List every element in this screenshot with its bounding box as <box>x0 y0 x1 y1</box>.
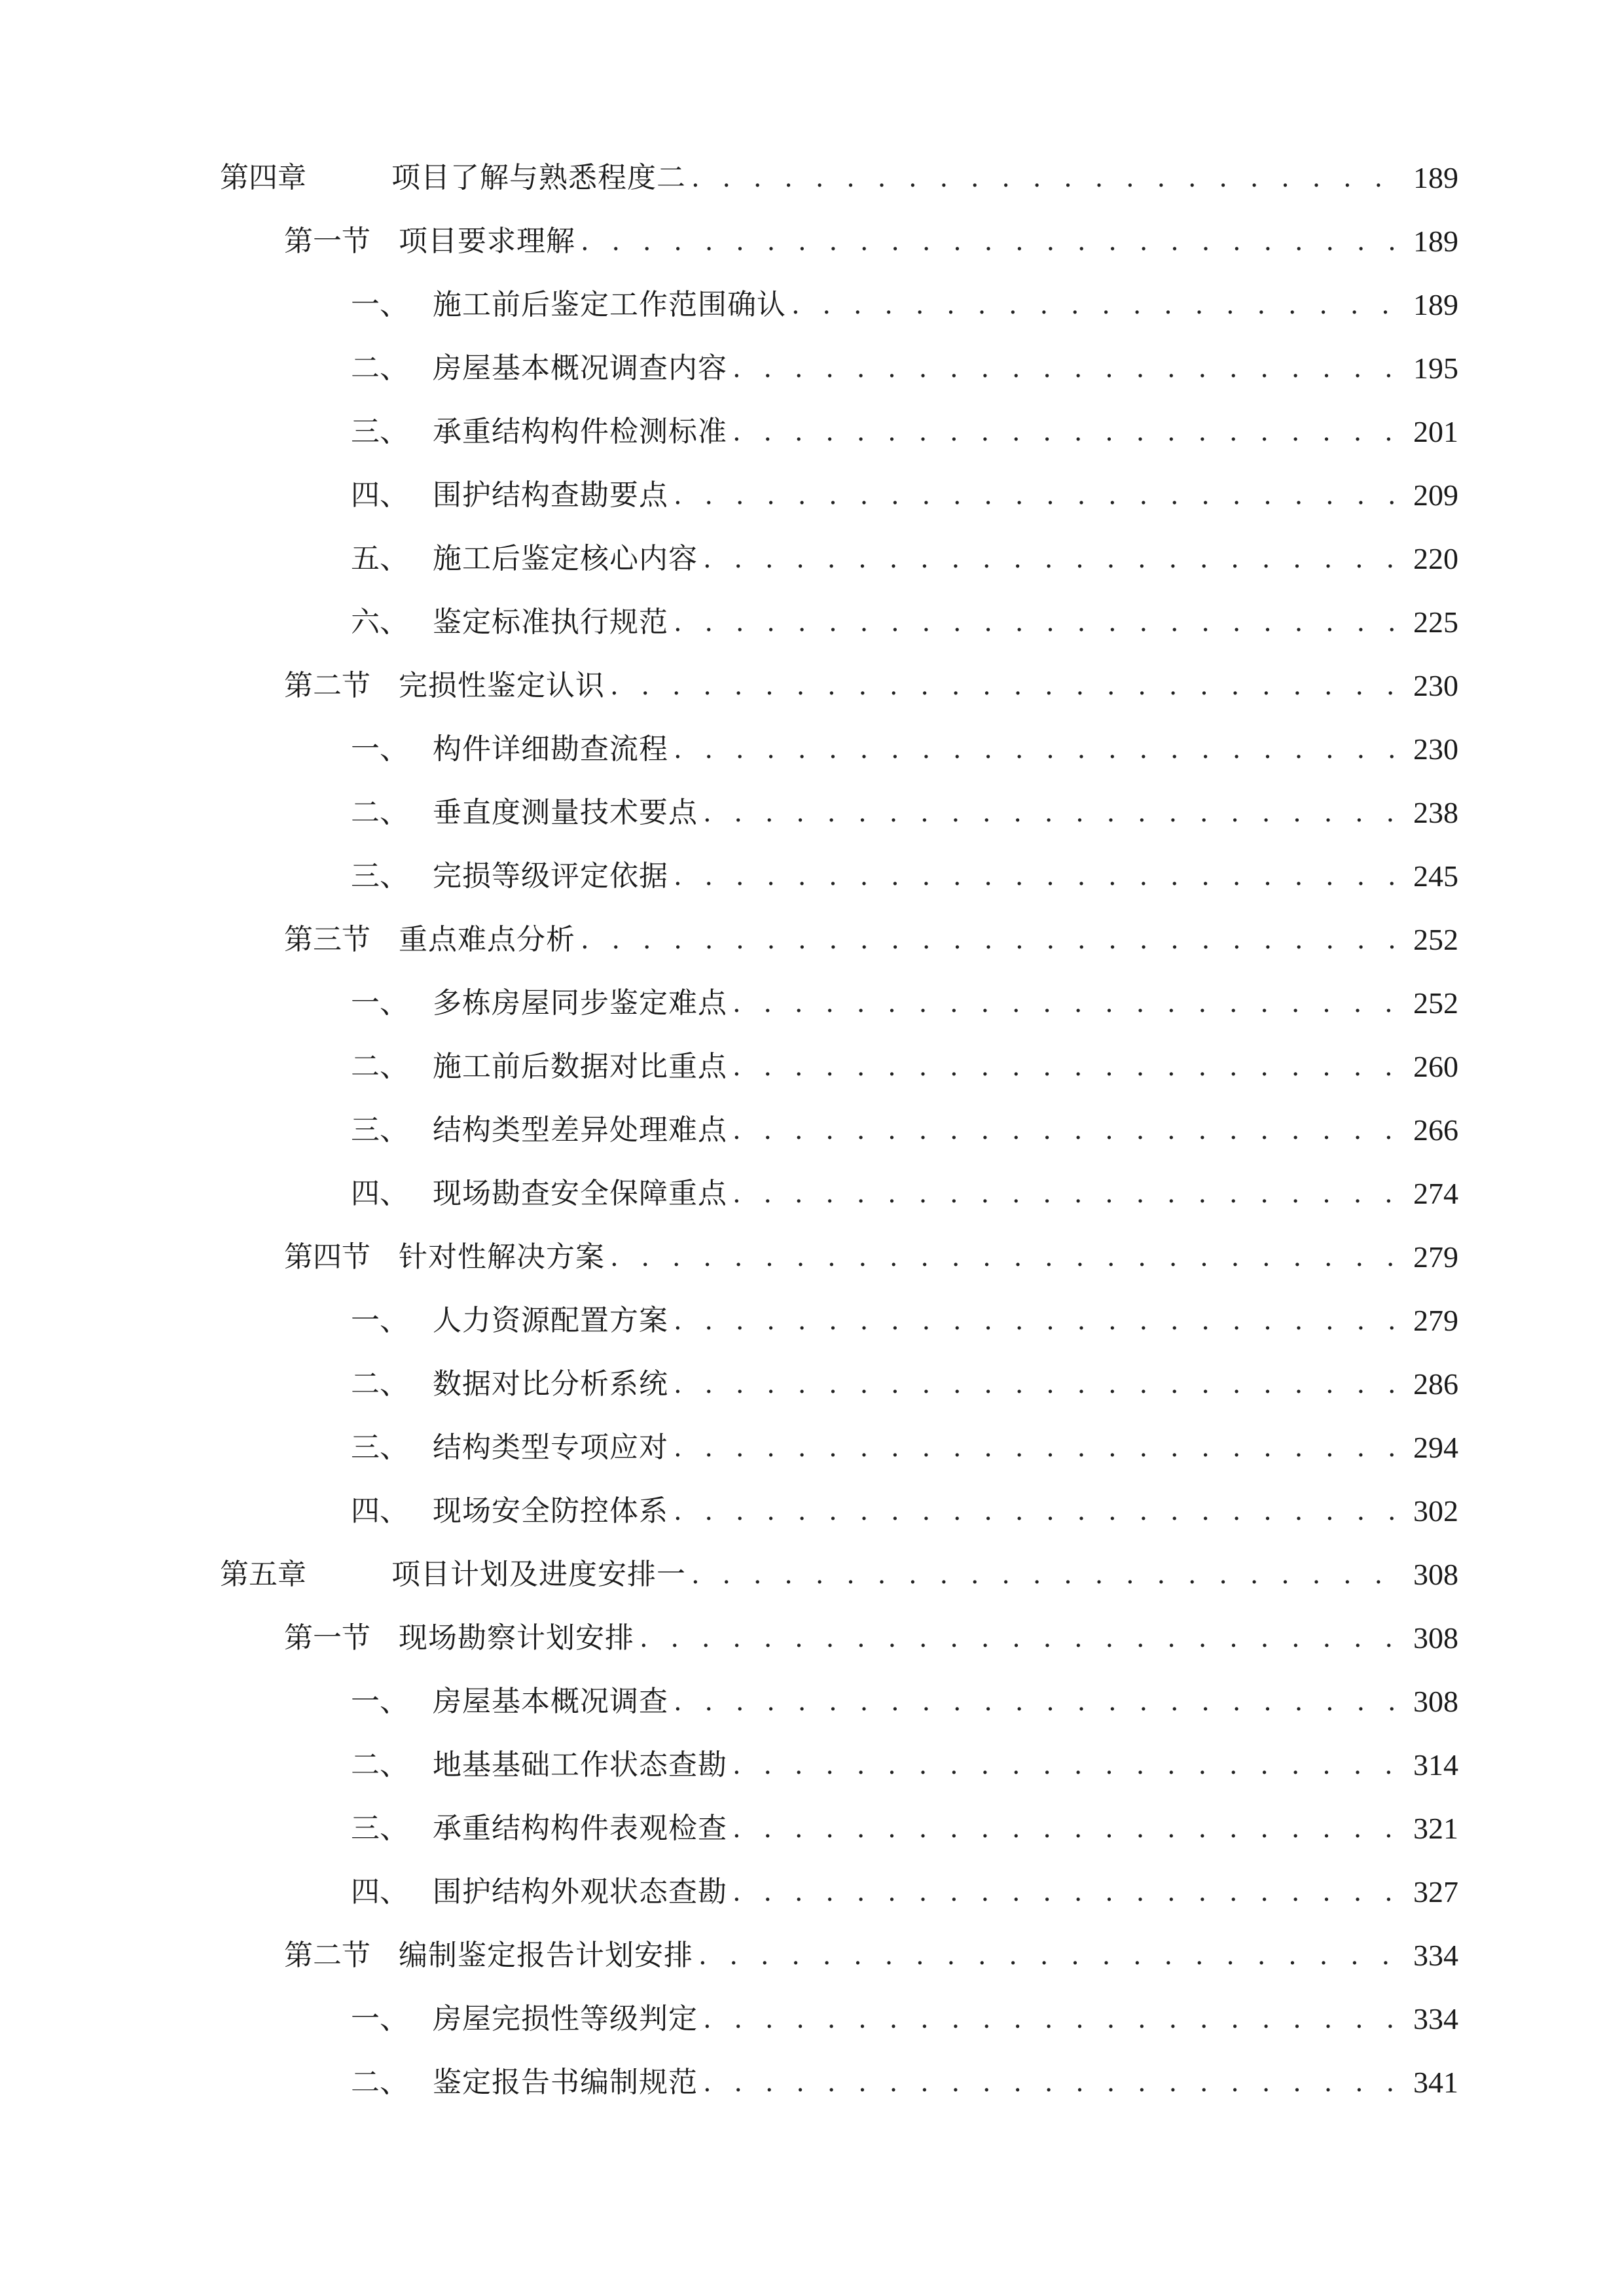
entry-page-number: 308 <box>1413 1558 1458 1591</box>
toc-entry-section[interactable] <box>284 219 1458 264</box>
dot-leader <box>581 219 1407 264</box>
entry-title: 承重结构构件检测标准 <box>433 415 727 448</box>
dot-leader <box>581 917 1407 963</box>
entry-number: 四、 <box>351 1875 408 1909</box>
entry-number: 二、 <box>351 796 408 829</box>
entry-number: 三、 <box>351 1113 408 1147</box>
entry-number: 二、 <box>351 2066 408 2099</box>
entry-number: 五、 <box>351 542 408 575</box>
dot-leader <box>674 1488 1407 1534</box>
toc-entry-section[interactable] <box>284 663 1458 709</box>
dot-leader <box>691 155 1407 201</box>
dot-leader <box>698 1933 1407 1979</box>
entry-title: 围护结构查勘要点 <box>433 478 668 512</box>
dot-leader <box>640 1615 1407 1661</box>
entry-title: 围护结构外观状态查勘 <box>433 1875 727 1909</box>
entry-page-number: 189 <box>1413 161 1458 194</box>
toc-entry-subsection[interactable] <box>351 980 1458 1026</box>
entry-page-number: 189 <box>1413 288 1458 321</box>
entry-number: 第一节 <box>284 1621 370 1655</box>
dot-leader <box>732 1869 1407 1915</box>
entry-page-number: 225 <box>1413 605 1458 639</box>
entry-title: 项目了解与熟悉程度二 <box>391 161 686 194</box>
toc-entry-section[interactable] <box>284 1933 1458 1979</box>
dot-leader <box>791 282 1407 328</box>
entry-page-number: 327 <box>1413 1875 1458 1909</box>
toc-entry-chapter[interactable] <box>220 1552 1458 1598</box>
entry-page-number: 238 <box>1413 796 1458 829</box>
entry-title: 现场勘查安全保障重点 <box>433 1177 727 1210</box>
dot-leader <box>610 663 1407 709</box>
entry-number: 第三节 <box>284 923 370 956</box>
entry-number: 一、 <box>351 732 408 766</box>
dot-leader <box>610 1234 1407 1280</box>
dot-leader <box>732 1107 1407 1153</box>
entry-page-number: 209 <box>1413 478 1458 512</box>
toc-entry-subsection[interactable] <box>351 409 1458 455</box>
entry-page-number: 334 <box>1413 2002 1458 2036</box>
dot-leader <box>703 1996 1407 2042</box>
dot-leader <box>703 536 1407 582</box>
entry-page-number: 230 <box>1413 669 1458 702</box>
entry-page-number: 341 <box>1413 2066 1458 2099</box>
entry-title: 房屋完损性等级判定 <box>433 2002 698 2036</box>
toc-entry-chapter[interactable] <box>220 155 1458 201</box>
entry-number: 二、 <box>351 351 408 385</box>
entry-number: 第二节 <box>284 1939 370 1972</box>
entry-number: 一、 <box>351 288 408 321</box>
toc-entry-subsection[interactable] <box>351 346 1458 391</box>
entry-page-number: 189 <box>1413 224 1458 258</box>
dot-leader <box>674 1679 1407 1725</box>
dot-leader <box>732 1806 1407 1852</box>
toc-entry-section[interactable] <box>284 917 1458 963</box>
dot-leader <box>674 726 1407 772</box>
entry-title: 鉴定标准执行规范 <box>433 605 668 639</box>
entry-number: 第四节 <box>284 1240 370 1274</box>
toc-entry-section[interactable] <box>284 1615 1458 1661</box>
entry-page-number: 252 <box>1413 986 1458 1020</box>
dot-leader <box>691 1552 1407 1598</box>
entry-page-number: 314 <box>1413 1748 1458 1782</box>
toc-entry-section[interactable] <box>284 1234 1458 1280</box>
entry-title: 数据对比分析系统 <box>433 1367 668 1401</box>
entry-title: 完损性鉴定认识 <box>399 669 605 702</box>
dot-leader <box>732 1171 1407 1217</box>
entry-page-number: 308 <box>1413 1621 1458 1655</box>
toc-entry-subsection[interactable] <box>351 853 1458 899</box>
entry-page-number: 195 <box>1413 351 1458 385</box>
toc-entry-subsection[interactable] <box>351 2060 1458 2106</box>
entry-title: 鉴定报告书编制规范 <box>433 2066 698 2099</box>
entry-page-number: 230 <box>1413 732 1458 766</box>
entry-title: 现场勘察计划安排 <box>399 1621 634 1655</box>
entry-title: 构件详细勘查流程 <box>433 732 668 766</box>
entry-page-number: 274 <box>1413 1177 1458 1210</box>
entry-number: 四、 <box>351 1177 408 1210</box>
toc-entry-subsection[interactable] <box>351 1044 1458 1090</box>
entry-page-number: 286 <box>1413 1367 1458 1401</box>
entry-page-number: 260 <box>1413 1050 1458 1083</box>
dot-leader <box>732 346 1407 391</box>
entry-number: 三、 <box>351 859 408 893</box>
entry-title: 承重结构构件表观检查 <box>433 1812 727 1845</box>
entry-title: 施工后鉴定核心内容 <box>433 542 698 575</box>
entry-number: 三、 <box>351 1812 408 1845</box>
entry-page-number: 321 <box>1413 1812 1458 1845</box>
toc-entry-subsection[interactable] <box>351 1488 1458 1534</box>
dot-leader <box>703 790 1407 836</box>
entry-title: 房屋基本概况调查内容 <box>433 351 727 385</box>
entry-title: 多栋房屋同步鉴定难点 <box>433 986 727 1020</box>
entry-number: 第二节 <box>284 669 370 702</box>
entry-page-number: 302 <box>1413 1494 1458 1528</box>
entry-title: 重点难点分析 <box>399 923 575 956</box>
toc-entry-subsection[interactable] <box>351 600 1458 645</box>
toc-entry-subsection[interactable] <box>351 536 1458 582</box>
entry-title: 地基基础工作状态查勘 <box>433 1748 727 1782</box>
dot-leader <box>674 1298 1407 1344</box>
dot-leader <box>732 1044 1407 1090</box>
dot-leader <box>732 409 1407 455</box>
entry-number: 第四章 <box>220 161 306 194</box>
dot-leader <box>703 2060 1407 2106</box>
toc-entry-subsection[interactable] <box>351 1171 1458 1217</box>
entry-number: 一、 <box>351 1685 408 1718</box>
entry-title: 结构类型差异处理难点 <box>433 1113 727 1147</box>
entry-title: 编制鉴定报告计划安排 <box>399 1939 693 1972</box>
entry-title: 现场安全防控体系 <box>433 1494 668 1528</box>
entry-title: 结构类型专项应对 <box>433 1431 668 1464</box>
entry-page-number: 245 <box>1413 859 1458 893</box>
entry-page-number: 252 <box>1413 923 1458 956</box>
toc-entry-subsection[interactable] <box>351 790 1458 836</box>
entry-page-number: 266 <box>1413 1113 1458 1147</box>
entry-title: 施工前后鉴定工作范围确认 <box>433 288 786 321</box>
entry-number: 第五章 <box>220 1558 306 1591</box>
entry-page-number: 308 <box>1413 1685 1458 1718</box>
entry-number: 一、 <box>351 1304 408 1337</box>
entry-number: 四、 <box>351 478 408 512</box>
dot-leader <box>732 1742 1407 1788</box>
dot-leader <box>674 473 1407 518</box>
entry-number: 三、 <box>351 1431 408 1464</box>
toc-entry-subsection[interactable] <box>351 1742 1458 1788</box>
toc-entry-subsection[interactable] <box>351 1996 1458 2042</box>
toc-entry-subsection[interactable] <box>351 1806 1458 1852</box>
entry-page-number: 279 <box>1413 1304 1458 1337</box>
entry-page-number: 294 <box>1413 1431 1458 1464</box>
entry-title: 针对性解决方案 <box>399 1240 605 1274</box>
entry-number: 四、 <box>351 1494 408 1528</box>
entry-number: 三、 <box>351 415 408 448</box>
entry-title: 施工前后数据对比重点 <box>433 1050 727 1083</box>
toc-entry-subsection[interactable] <box>351 1298 1458 1344</box>
entry-number: 第一节 <box>284 224 370 258</box>
entry-number: 二、 <box>351 1748 408 1782</box>
entry-page-number: 201 <box>1413 415 1458 448</box>
entry-page-number: 279 <box>1413 1240 1458 1274</box>
entry-title: 项目要求理解 <box>399 224 575 258</box>
toc-entry-subsection[interactable] <box>351 473 1458 518</box>
dot-leader <box>674 600 1407 645</box>
entry-page-number: 334 <box>1413 1939 1458 1972</box>
toc-entry-subsection[interactable] <box>351 282 1458 328</box>
entry-title: 垂直度测量技术要点 <box>433 796 698 829</box>
entry-title: 房屋基本概况调查 <box>433 1685 668 1718</box>
entry-number: 一、 <box>351 2002 408 2036</box>
toc-entry-subsection[interactable] <box>351 1869 1458 1915</box>
entry-number: 二、 <box>351 1050 408 1083</box>
toc-entry-subsection[interactable] <box>351 1425 1458 1471</box>
entry-number: 一、 <box>351 986 408 1020</box>
toc-entry-subsection[interactable] <box>351 1679 1458 1725</box>
dot-leader <box>674 853 1407 899</box>
dot-leader <box>674 1361 1407 1407</box>
dot-leader <box>732 980 1407 1026</box>
entry-title: 人力资源配置方案 <box>433 1304 668 1337</box>
toc-entry-subsection[interactable] <box>351 726 1458 772</box>
dot-leader <box>674 1425 1407 1471</box>
entry-page-number: 220 <box>1413 542 1458 575</box>
entry-number: 二、 <box>351 1367 408 1401</box>
entry-title: 项目计划及进度安排一 <box>391 1558 686 1591</box>
entry-title: 完损等级评定依据 <box>433 859 668 893</box>
toc-entry-subsection[interactable] <box>351 1361 1458 1407</box>
entry-number: 六、 <box>351 605 408 639</box>
toc-entry-subsection[interactable] <box>351 1107 1458 1153</box>
